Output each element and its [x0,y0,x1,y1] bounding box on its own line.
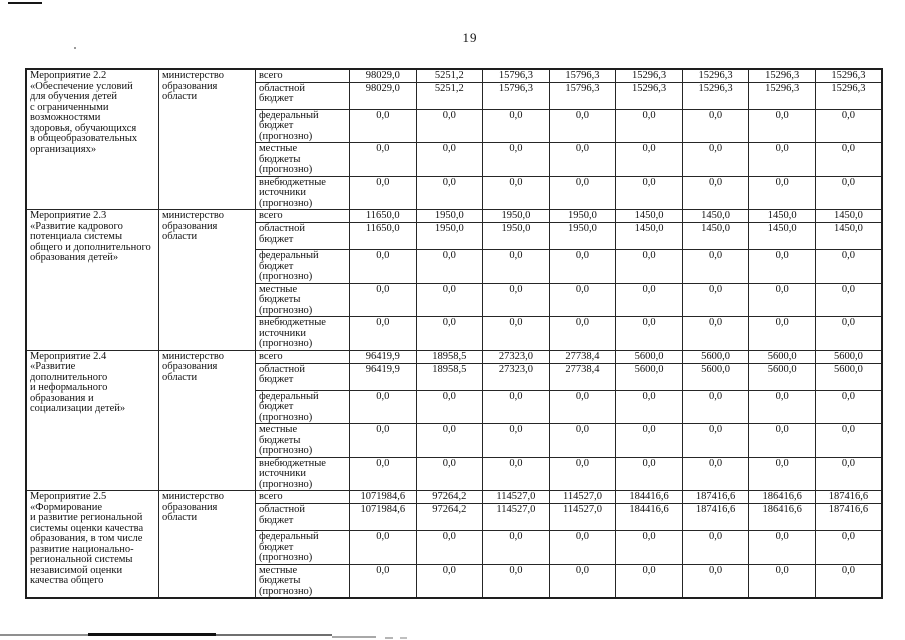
table-row [26,210,882,223]
value-cell: 0,0 [815,531,882,565]
value-cell: 0,0 [815,424,882,458]
value-cell: 0,0 [483,457,550,491]
budget-type-cell: всего [256,69,350,82]
value-cell: 0,0 [483,143,550,177]
value-cell: 0,0 [616,109,683,143]
value-cell: 18958,5 [416,363,483,390]
value-cell: 114527,0 [549,491,616,504]
value-cell: 0,0 [549,283,616,317]
value-cell: 27323,0 [483,363,550,390]
value-cell: 0,0 [616,143,683,177]
value-cell: 1071984,6 [350,491,417,504]
value-cell: 187416,6 [815,504,882,531]
value-cell: 186416,6 [749,491,816,504]
value-cell: 0,0 [682,250,749,284]
value-cell: 1450,0 [749,210,816,223]
value-cell: 15796,3 [483,69,550,82]
scan-artifact-bottom-line-4 [332,636,376,638]
value-cell: 15296,3 [815,82,882,109]
scan-artifact-top-line [8,2,42,4]
scan-artifact-bottom-dash-1 [385,637,393,639]
value-cell: 5600,0 [616,350,683,363]
budget-type-cell: всего [256,210,350,223]
value-cell: 0,0 [749,109,816,143]
value-cell: 1950,0 [483,210,550,223]
value-cell: 0,0 [416,564,483,598]
value-cell: 0,0 [616,390,683,424]
value-cell: 15296,3 [616,82,683,109]
value-cell: 0,0 [682,176,749,210]
value-cell: 98029,0 [350,82,417,109]
value-cell: 0,0 [749,143,816,177]
budget-type-cell: областной бюджет [256,363,350,390]
value-cell: 5600,0 [682,363,749,390]
value-cell: 15296,3 [815,69,882,82]
value-cell: 0,0 [416,424,483,458]
value-cell: 0,0 [350,176,417,210]
value-cell: 0,0 [549,424,616,458]
budget-type-cell: областной бюджет [256,223,350,250]
value-cell: 0,0 [549,143,616,177]
value-cell: 96419,9 [350,363,417,390]
value-cell: 1450,0 [616,210,683,223]
value-cell: 0,0 [483,250,550,284]
value-cell: 0,0 [682,390,749,424]
value-cell: 1450,0 [815,223,882,250]
value-cell: 0,0 [416,143,483,177]
value-cell: 0,0 [616,564,683,598]
value-cell: 15296,3 [682,82,749,109]
table-row [26,69,882,82]
value-cell: 114527,0 [483,504,550,531]
value-cell: 0,0 [350,317,417,351]
value-cell: 1450,0 [682,210,749,223]
value-cell: 186416,6 [749,504,816,531]
value-cell: 0,0 [549,531,616,565]
value-cell: 0,0 [350,143,417,177]
value-cell: 15796,3 [483,82,550,109]
value-cell: 0,0 [815,143,882,177]
value-cell: 0,0 [815,564,882,598]
value-cell: 11650,0 [350,223,417,250]
value-cell: 0,0 [682,109,749,143]
value-cell: 0,0 [815,109,882,143]
activity-cell: Мероприятие 2.2 «Обеспечение условий для обучения детей с ограниченными возможностями здоровья, обучающихся в общеобразовательных организациях» [26,69,159,210]
value-cell: 0,0 [350,283,417,317]
value-cell: 1450,0 [815,210,882,223]
executor-cell: министерство образования области [159,210,256,351]
table-row [26,491,882,504]
value-cell: 0,0 [416,531,483,565]
activity-cell: Мероприятие 2.4 «Развитие дополнительного и неформального образования и социализации детей» [26,350,159,491]
value-cell: 1950,0 [416,223,483,250]
value-cell: 0,0 [616,176,683,210]
page-number: 19 [462,30,478,45]
budget-type-cell: областной бюджет [256,504,350,531]
value-cell: 0,0 [483,283,550,317]
value-cell: 1450,0 [682,223,749,250]
value-cell: 0,0 [616,424,683,458]
budget-type-cell: всего [256,350,350,363]
budget-type-cell: местные бюджеты (прогнозно) [256,424,350,458]
value-cell: 0,0 [350,390,417,424]
value-cell: 0,0 [749,531,816,565]
value-cell: 0,0 [749,283,816,317]
value-cell: 1950,0 [416,210,483,223]
scan-artifact-bottom-dash-2 [400,637,407,639]
value-cell: 15296,3 [682,69,749,82]
value-cell: 0,0 [749,390,816,424]
activity-cell: Мероприятие 2.5 «Формирование и развитие региональной системы оценки качества образования, в том числе развитие национально- региональной системы независимой оценки качества общего [26,491,159,599]
value-cell: 1450,0 [616,223,683,250]
value-cell: 0,0 [616,531,683,565]
value-cell: 5600,0 [682,350,749,363]
value-cell: 5251,2 [416,82,483,109]
value-cell: 0,0 [549,390,616,424]
value-cell: 0,0 [682,564,749,598]
value-cell: 0,0 [549,176,616,210]
value-cell: 0,0 [616,457,683,491]
value-cell: 0,0 [616,317,683,351]
value-cell: 5600,0 [749,363,816,390]
value-cell: 0,0 [350,424,417,458]
value-cell: 184416,6 [616,491,683,504]
budget-type-cell: федеральный бюджет (прогнозно) [256,390,350,424]
table-row [26,350,882,363]
value-cell: 5600,0 [815,363,882,390]
value-cell: 0,0 [549,109,616,143]
value-cell: 0,0 [350,457,417,491]
budget-type-cell: областной бюджет [256,82,350,109]
value-cell: 27738,4 [549,363,616,390]
value-cell: 0,0 [815,457,882,491]
budget-type-cell: местные бюджеты (прогнозно) [256,283,350,317]
value-cell: 0,0 [682,143,749,177]
value-cell: 0,0 [483,109,550,143]
value-cell: 0,0 [350,531,417,565]
value-cell: 0,0 [549,317,616,351]
value-cell: 187416,6 [815,491,882,504]
value-cell: 15796,3 [549,82,616,109]
value-cell: 0,0 [483,531,550,565]
value-cell: 0,0 [749,250,816,284]
executor-cell: министерство образования области [159,491,256,599]
budget-type-cell: федеральный бюджет (прогнозно) [256,531,350,565]
value-cell: 0,0 [749,424,816,458]
value-cell: 0,0 [815,317,882,351]
scan-artifact-bottom-line-3 [216,634,332,636]
value-cell: 15296,3 [749,82,816,109]
value-cell: 96419,9 [350,350,417,363]
value-cell: 5251,2 [416,69,483,82]
program-budget-table [25,68,883,599]
value-cell: 1950,0 [483,223,550,250]
budget-type-cell: внебюджетные источники (прогнозно) [256,317,350,351]
value-cell: 1450,0 [749,223,816,250]
value-cell: 1950,0 [549,223,616,250]
budget-type-cell: внебюджетные источники (прогнозно) [256,457,350,491]
value-cell: 0,0 [815,283,882,317]
value-cell: 0,0 [416,283,483,317]
value-cell: 0,0 [616,250,683,284]
value-cell: 0,0 [483,176,550,210]
value-cell: 0,0 [549,564,616,598]
value-cell: 184416,6 [616,504,683,531]
value-cell: 0,0 [815,176,882,210]
value-cell: 0,0 [350,250,417,284]
budget-type-cell: местные бюджеты (прогнозно) [256,143,350,177]
value-cell: 15296,3 [749,69,816,82]
value-cell: 0,0 [682,317,749,351]
value-cell: 0,0 [749,176,816,210]
value-cell: 0,0 [749,564,816,598]
value-cell: 0,0 [749,317,816,351]
value-cell: 0,0 [815,390,882,424]
value-cell: 5600,0 [749,350,816,363]
value-cell: 5600,0 [616,363,683,390]
value-cell: 0,0 [549,457,616,491]
value-cell: 0,0 [483,390,550,424]
value-cell: 0,0 [350,564,417,598]
value-cell: 0,0 [416,457,483,491]
value-cell: 15296,3 [616,69,683,82]
budget-type-cell: всего [256,491,350,504]
value-cell: 114527,0 [549,504,616,531]
value-cell: 15796,3 [549,69,616,82]
value-cell: 0,0 [483,564,550,598]
scan-artifact-speck [74,47,76,49]
value-cell: 0,0 [815,250,882,284]
value-cell: 5600,0 [815,350,882,363]
table-body [26,69,882,598]
budget-type-cell: федеральный бюджет (прогнозно) [256,250,350,284]
value-cell: 0,0 [416,176,483,210]
value-cell: 0,0 [416,317,483,351]
value-cell: 0,0 [483,424,550,458]
value-cell: 1950,0 [549,210,616,223]
activity-cell: Мероприятие 2.3 «Развитие кадрового потенциала системы общего и дополнительного образования детей» [26,210,159,351]
value-cell: 97264,2 [416,504,483,531]
budget-type-cell: местные бюджеты (прогнозно) [256,564,350,598]
value-cell: 0,0 [416,109,483,143]
executor-cell: министерство образования области [159,69,256,210]
budget-type-cell: федеральный бюджет (прогнозно) [256,109,350,143]
value-cell: 0,0 [749,457,816,491]
value-cell: 187416,6 [682,491,749,504]
value-cell: 0,0 [682,424,749,458]
value-cell: 0,0 [350,109,417,143]
value-cell: 0,0 [416,250,483,284]
value-cell: 0,0 [416,390,483,424]
value-cell: 114527,0 [483,491,550,504]
value-cell: 187416,6 [682,504,749,531]
value-cell: 0,0 [549,250,616,284]
value-cell: 18958,5 [416,350,483,363]
scan-artifact-bottom-line-1 [0,634,90,636]
scan-artifact-bottom-line-2 [88,633,216,636]
value-cell: 0,0 [483,317,550,351]
value-cell: 0,0 [682,283,749,317]
value-cell: 97264,2 [416,491,483,504]
value-cell: 0,0 [682,531,749,565]
value-cell: 27738,4 [549,350,616,363]
value-cell: 0,0 [682,457,749,491]
value-cell: 11650,0 [350,210,417,223]
value-cell: 27323,0 [483,350,550,363]
budget-type-cell: внебюджетные источники (прогнозно) [256,176,350,210]
executor-cell: министерство образования области [159,350,256,491]
value-cell: 0,0 [616,283,683,317]
value-cell: 98029,0 [350,69,417,82]
value-cell: 1071984,6 [350,504,417,531]
